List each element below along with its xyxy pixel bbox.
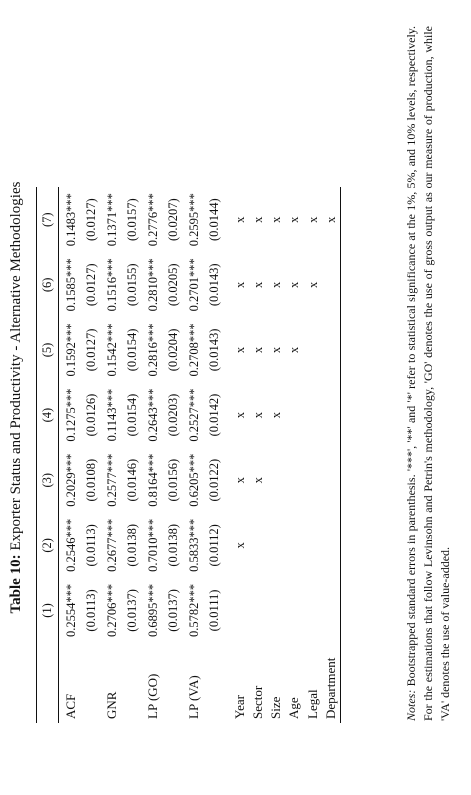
se-cell: (0.0127) <box>84 198 98 242</box>
se-row-label <box>81 643 102 723</box>
control-mark: x <box>232 411 247 419</box>
control-mark: x <box>232 477 247 484</box>
coef-cell: 0.5782*** <box>186 583 201 637</box>
coef-cell: 0.2701*** <box>186 258 201 312</box>
se-cell: (0.0142) <box>207 393 221 437</box>
se-row <box>122 187 143 723</box>
column-header: (1) <box>37 578 59 643</box>
control-label: Legal <box>304 689 320 719</box>
coef-cell: 0.1371*** <box>104 193 119 247</box>
control-mark: x <box>250 216 265 223</box>
coef-cell: 0.2029*** <box>63 453 78 507</box>
se-cell: (0.0146) <box>125 458 139 502</box>
control-row <box>225 187 249 723</box>
control-row <box>285 187 303 723</box>
se-cell: (0.0203) <box>166 393 180 437</box>
control-mark: x <box>250 281 265 288</box>
table-notes <box>403 26 454 721</box>
coef-row <box>143 187 164 723</box>
se-cell: (0.0154) <box>125 393 139 437</box>
control-mark <box>304 513 322 578</box>
control-mark <box>322 513 341 578</box>
se-cell: (0.0137) <box>166 589 180 632</box>
column-header: (4) <box>37 383 59 448</box>
control-mark <box>322 317 341 382</box>
control-mark <box>322 578 341 643</box>
coef-cell: 0.2776*** <box>145 193 160 247</box>
row-label: LP (GO) <box>144 673 160 719</box>
control-row <box>304 187 322 723</box>
control-mark <box>249 513 267 578</box>
se-cell: (0.0155) <box>125 263 139 307</box>
se-cell: (0.0126) <box>84 393 98 437</box>
coef-cell: 0.6205*** <box>186 453 201 507</box>
notes-text: Bootstrapped standard errors in parenthesis. '***', '**' and '*' refer to statistical significance at the 1%, 5%, and 10% levels, respectively. For the estimations that follow Levinsohn and Petrin's methodology, 'GO' denotes the use of gross output as our measure of production, while 'VA' denotes the use of value-added. <box>404 26 452 721</box>
coef-cell: 0.7010*** <box>145 518 160 572</box>
se-cell: (0.0137) <box>125 589 139 632</box>
se-cell: (0.0157) <box>125 198 139 242</box>
control-label: Sector <box>249 685 265 719</box>
se-cell: (0.0144) <box>207 198 221 242</box>
control-mark: x <box>232 216 247 223</box>
row-label: LP (VA) <box>185 675 201 719</box>
coef-cell: 0.1592*** <box>63 323 78 377</box>
control-mark: x <box>305 281 320 288</box>
coef-cell: 0.2546*** <box>63 518 78 572</box>
control-mark: x <box>250 411 265 419</box>
se-cell: (0.0111) <box>207 589 221 632</box>
control-mark <box>267 513 285 578</box>
column-header: (7) <box>37 187 59 252</box>
coef-cell: 0.2677*** <box>104 518 119 572</box>
header-blank <box>37 643 59 723</box>
regression-table <box>36 187 341 723</box>
control-mark <box>249 578 267 643</box>
coef-cell: 0.8164*** <box>145 453 160 507</box>
header-row <box>37 187 59 723</box>
coef-cell: 0.2554*** <box>63 583 78 637</box>
control-mark: x <box>269 411 284 419</box>
coef-cell: 0.6895*** <box>145 583 160 637</box>
se-cell: (0.0154) <box>125 328 139 372</box>
coef-row <box>102 187 123 723</box>
control-mark: x <box>232 346 247 354</box>
coef-cell: 0.1516*** <box>104 258 119 312</box>
control-mark: x <box>287 346 302 354</box>
coef-cell: 0.2810*** <box>145 258 160 312</box>
se-row <box>81 187 102 723</box>
control-mark <box>304 317 322 382</box>
table-title <box>8 0 25 795</box>
se-cell: (0.0127) <box>84 263 98 307</box>
row-label: ACF <box>62 693 78 719</box>
table-title-text: Exporter Status and Productivity - Alternative Methodologies <box>8 181 24 551</box>
se-cell: (0.0138) <box>166 523 180 567</box>
control-mark: x <box>269 346 284 354</box>
se-cell: (0.0143) <box>207 263 221 307</box>
se-cell: (0.0112) <box>207 524 221 567</box>
control-mark <box>267 448 285 513</box>
control-mark: x <box>232 542 247 549</box>
se-cell: (0.0138) <box>125 523 139 567</box>
control-row <box>249 187 267 723</box>
control-mark: x <box>322 187 341 252</box>
control-mark <box>304 578 322 643</box>
se-row <box>163 187 184 723</box>
control-mark <box>267 578 285 643</box>
se-cell: (0.0205) <box>166 263 180 307</box>
control-label: Size <box>268 696 284 719</box>
column-header: (5) <box>37 317 59 382</box>
coef-cell: 0.1542*** <box>104 323 119 377</box>
coef-cell: 0.2816*** <box>145 323 160 377</box>
se-cell: (0.0156) <box>166 458 180 502</box>
control-label: Age <box>286 697 302 719</box>
se-cell: (0.0143) <box>207 328 221 372</box>
control-mark <box>285 383 303 448</box>
coef-cell: 0.1585*** <box>63 258 78 312</box>
control-row <box>267 187 285 723</box>
se-cell: (0.0113) <box>84 589 98 632</box>
column-header: (6) <box>37 252 59 317</box>
control-mark <box>285 448 303 513</box>
control-mark <box>285 513 303 578</box>
control-mark: x <box>287 281 302 288</box>
control-mark: x <box>250 477 265 484</box>
coef-row <box>61 187 82 723</box>
se-row <box>204 187 225 723</box>
control-mark: x <box>305 216 320 223</box>
coef-cell: 0.1483*** <box>63 193 78 247</box>
coef-cell: 0.2595*** <box>186 193 201 247</box>
control-mark <box>322 252 341 317</box>
se-row-label <box>204 643 225 723</box>
se-cell: (0.0207) <box>166 198 180 242</box>
coef-cell: 0.2643*** <box>145 388 160 442</box>
control-mark: x <box>232 281 247 288</box>
control-mark: x <box>250 346 265 354</box>
coef-cell: 0.2527*** <box>186 388 201 442</box>
control-mark <box>285 578 303 643</box>
coef-cell: 0.5833*** <box>186 518 201 572</box>
coef-cell: 0.2706*** <box>104 583 119 637</box>
se-cell: (0.0127) <box>84 328 98 372</box>
se-cell: (0.0122) <box>207 458 221 502</box>
se-cell: (0.0108) <box>84 458 98 502</box>
control-mark: x <box>269 216 284 223</box>
se-row-label <box>163 643 184 723</box>
coef-row <box>184 187 205 723</box>
column-header: (3) <box>37 448 59 513</box>
control-label: Department <box>322 643 341 723</box>
coef-cell: 0.1275*** <box>63 388 78 442</box>
table-title-label: Table 10: <box>8 554 24 614</box>
coef-cell: 0.2577*** <box>104 453 119 507</box>
control-mark <box>322 448 341 513</box>
control-label: Year <box>231 695 247 719</box>
control-mark: x <box>287 216 302 223</box>
row-label: GNR <box>103 691 119 719</box>
coef-cell: 0.1143*** <box>104 388 119 442</box>
control-row <box>322 187 341 723</box>
column-header: (2) <box>37 513 59 578</box>
control-mark <box>304 383 322 448</box>
control-mark <box>322 383 341 448</box>
control-mark: x <box>269 281 284 288</box>
coef-cell: 0.2708*** <box>186 323 201 377</box>
control-mark <box>225 578 249 643</box>
control-mark <box>304 448 322 513</box>
se-row-label <box>122 643 143 723</box>
se-cell: (0.0204) <box>166 328 180 372</box>
se-cell: (0.0113) <box>84 524 98 567</box>
notes-label: Notes: <box>404 689 418 721</box>
